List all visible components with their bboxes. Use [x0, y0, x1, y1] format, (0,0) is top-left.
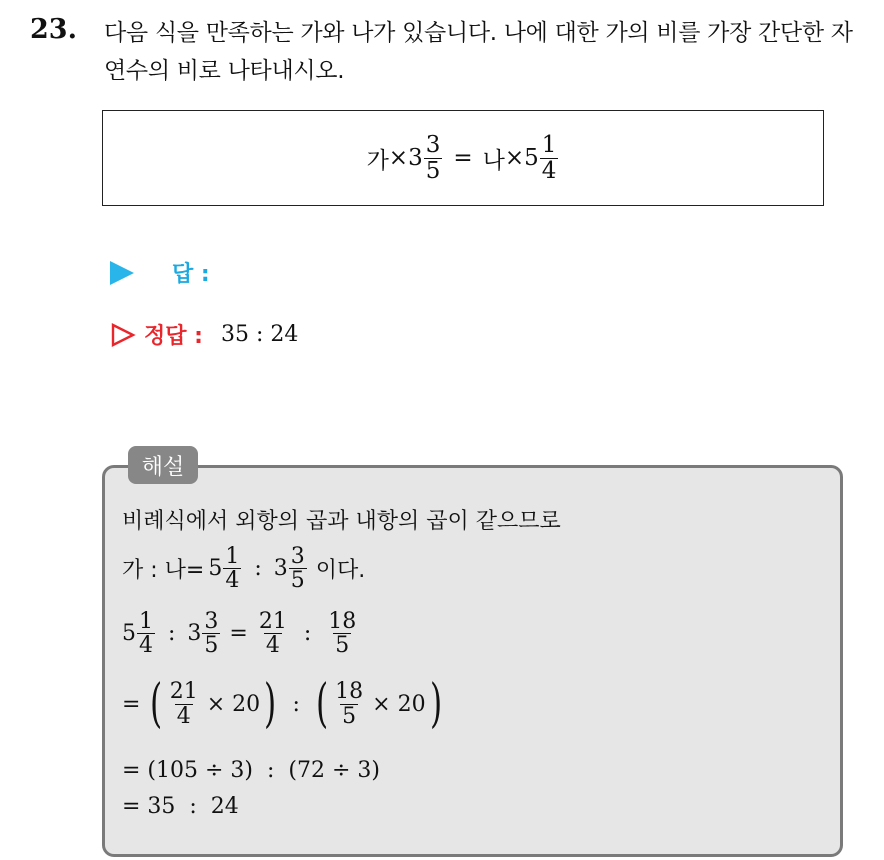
fraction — [168, 680, 200, 727]
fraction — [223, 545, 241, 592]
fraction — [137, 610, 155, 657]
whole-part: 3 — [187, 621, 202, 647]
explanation-line: = 35 : 24 — [122, 794, 239, 819]
explanation-line — [122, 545, 365, 592]
fraction — [540, 133, 559, 182]
times-term: × 20 — [372, 691, 426, 717]
colon: : — [303, 621, 312, 647]
fraction — [289, 545, 307, 592]
fraction — [202, 610, 220, 657]
explanation-line — [122, 674, 446, 734]
denominator: 4 — [225, 568, 240, 594]
whole-part: 3 — [408, 145, 423, 171]
play-triangle-icon — [110, 261, 134, 285]
answer-label: 답 : — [172, 262, 210, 287]
equation — [367, 133, 560, 182]
equals-sign: = — [229, 621, 248, 647]
numerator: 1 — [139, 609, 153, 634]
times-sign: × — [504, 145, 525, 171]
numerator: 1 — [541, 132, 557, 159]
fraction — [424, 133, 443, 182]
colon: : — [168, 621, 176, 647]
denominator: 4 — [541, 157, 557, 184]
denominator: 4 — [176, 703, 191, 729]
var-na: 나 — [482, 147, 505, 174]
whole-part: 5 — [208, 556, 223, 582]
fraction — [326, 610, 358, 657]
denominator: 4 — [139, 633, 153, 659]
denominator: 5 — [342, 703, 357, 729]
explanation-line — [122, 610, 359, 657]
equals-sign: = — [453, 145, 473, 171]
denominator: 4 — [265, 633, 280, 659]
denominator: 5 — [290, 568, 305, 594]
correct-answer-row — [110, 319, 298, 350]
whole-part: 5 — [122, 621, 136, 647]
outline-triangle-icon — [110, 322, 136, 348]
numerator: 21 — [169, 679, 198, 705]
denominator: 5 — [204, 633, 219, 659]
colon: : — [254, 556, 262, 582]
times-sign: × — [388, 145, 409, 171]
left-paren: ( — [150, 674, 163, 734]
answer-row — [110, 257, 210, 288]
correct-answer-label: 정답 : — [144, 324, 203, 349]
numerator: 18 — [328, 609, 357, 634]
question-number: 23. — [30, 14, 77, 45]
explanation-line: 비례식에서 외항의 곱과 내항의 곱이 같으므로 — [122, 509, 561, 534]
equals-sign: = — [122, 691, 141, 717]
numerator: 3 — [290, 544, 305, 569]
numerator: 21 — [258, 609, 287, 634]
var-ga: 가 — [366, 147, 389, 174]
equation-box — [102, 110, 824, 206]
question-text: 다음 식을 만족하는 가와 나가 있습니다. 나에 대한 가의 비를 가장 간단한 자연수의 비로 나타내시오. — [104, 20, 853, 84]
whole-part: 3 — [273, 556, 288, 582]
whole-part: 5 — [524, 145, 539, 171]
numerator: 3 — [204, 609, 219, 634]
numerator: 3 — [425, 132, 441, 159]
denominator: 5 — [425, 157, 441, 184]
numerator: 18 — [335, 679, 364, 705]
denominator: 5 — [335, 633, 350, 659]
explanation-line: = (105 ÷ 3) : (72 ÷ 3) — [122, 758, 380, 783]
fraction — [333, 680, 365, 727]
correct-answer-value: 35 : 24 — [220, 322, 299, 347]
numerator: 1 — [225, 544, 240, 569]
colon: : — [292, 691, 300, 717]
right-paren: ) — [264, 674, 277, 734]
right-paren: ) — [429, 674, 442, 734]
fraction — [257, 610, 289, 657]
explanation-tab: 해설 — [128, 446, 198, 484]
left-paren: ( — [315, 674, 329, 734]
ratio-prefix: 가 : 나= — [122, 558, 205, 584]
suffix-text: 이다. — [315, 558, 366, 584]
times-term: × 20 — [206, 691, 261, 717]
